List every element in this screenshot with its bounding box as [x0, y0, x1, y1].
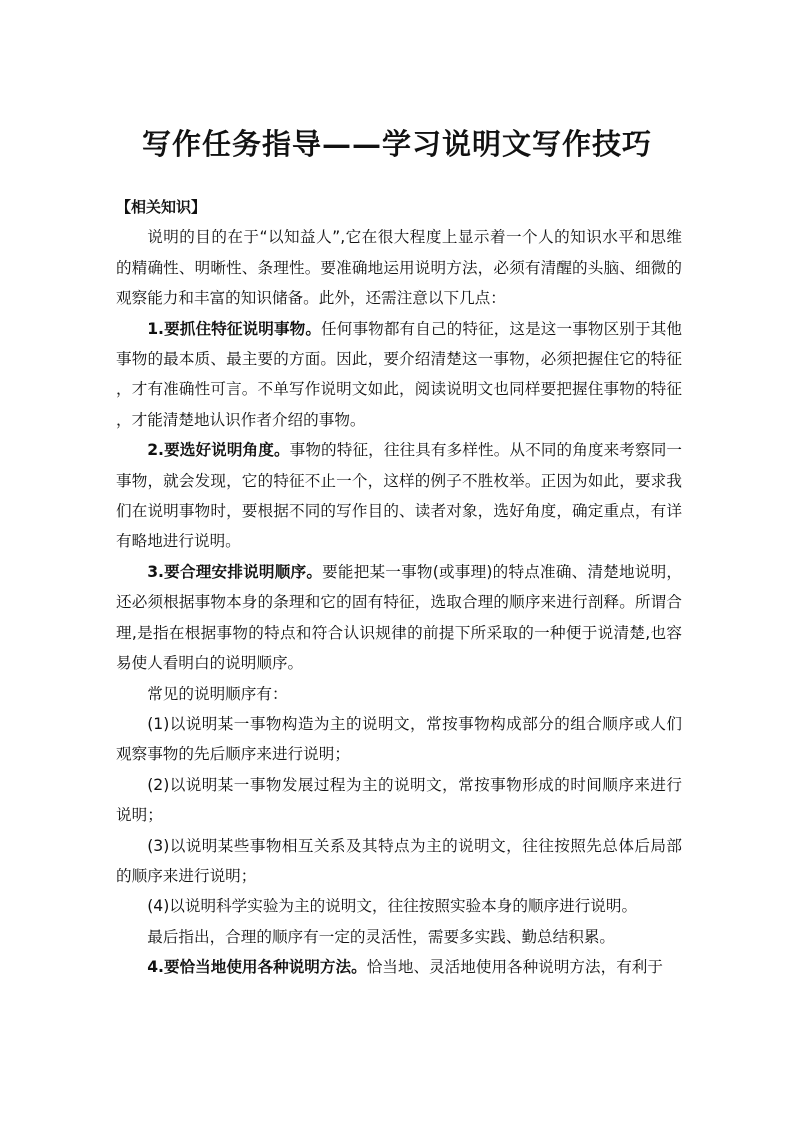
point-4-heading: 4.要恰当地使用各种说明方法。: [147, 958, 367, 977]
paragraph-common-orders: 常见的说明顺序有：: [147, 684, 288, 703]
point-2-text: 事物的特征，往往具有多样性。从不同的角度来考察同一事物，就会发现，它的特征不止一个，这样的例子不胜枚举。正因为如此，要求我们在说明事物时，要根据不同的写作目的、读者对象，选好角度，确定重点，有详有略地进行说明。: [116, 441, 682, 551]
section-label-related-knowledge: 【相关知识】: [116, 198, 207, 216]
paragraph-intro: 说明的目的在于“以知益人”,它在很大程度上显示着一个人的知识水平和思维的精确性、明晰性、条理性。要准确地运用说明方法，必须有清醒的头脑、细微的观察能力和丰富的知识储备。此外，还需注意以下几点：: [116, 228, 682, 308]
paragraph-order-summary: 最后指出，合理的顺序有一定的灵活性，需要多实践、勤总结积累。: [147, 927, 616, 946]
page-title: 写作任务指导——学习说明文写作技巧: [141, 127, 652, 161]
paragraph-point-4: [116, 952, 682, 982]
paragraph-order-3: (3)以说明某些事物相互关系及其特点为主的说明文，往往按照先总体后局部的顺序来进行说明；: [116, 836, 682, 885]
paragraph-order-4: (4)以说明科学实验为主的说明文，往往按照实验本身的顺序进行说明。: [147, 897, 638, 916]
point-1-text: 任何事物都有自己的特征，这是这一事物区别于其他事物的最本质、最主要的方面。因此，要介绍清楚这一事物，必须把握住它的特征，才有准确性可言。不单写作说明文如此，阅读说明文也同样要把握住事物的特征，才能清楚地认识作者介绍的事物。: [116, 319, 682, 429]
paragraph-order-1: (1)以说明某一事物构造为主的说明文，常按事物构成部分的组合顺序或人们观察事物的先后顺序来进行说明；: [116, 714, 682, 764]
paragraph-point-3: [116, 557, 682, 679]
paragraph-point-1: [116, 314, 682, 436]
point-3-text: 要能把某一事物(或事理)的特点准确、清楚地说明，还必须根据事物本身的条理和它的固有特征，选取合理的顺序来进行剖释。所谓合理,是指在根据事物的特点和符合认识规律的前提下所采取的一种便于说清楚,也容易使人看明白的说明顺序。: [116, 562, 682, 673]
point-1-heading: 1.要抓住特征说明事物。: [147, 319, 322, 338]
point-3-heading: 3.要合理安排说明顺序。: [147, 562, 323, 581]
point-2-heading: 2.要选好说明角度。: [147, 441, 290, 460]
paragraph-order-2: (2)以说明某一事物发展过程为主的说明文，常按事物形成的时间顺序来进行说明；: [116, 775, 682, 825]
paragraph-point-2: [116, 435, 682, 557]
document-body: [116, 192, 682, 983]
point-4-text: 恰当地、灵活地使用各种说明方法，有利于: [366, 958, 663, 977]
